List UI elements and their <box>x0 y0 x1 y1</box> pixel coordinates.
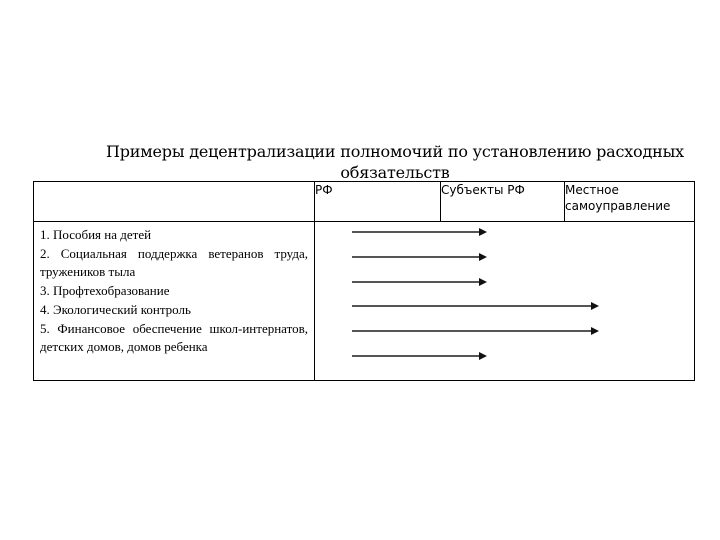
arrows-svg <box>315 222 695 382</box>
delegation-arrow <box>352 278 487 286</box>
list-item: 3. Профтехобразование <box>40 283 170 299</box>
arrow-head <box>591 327 599 335</box>
body-row <box>34 222 695 381</box>
column-header-rf: РФ <box>315 182 441 222</box>
decentralization-table <box>33 181 695 381</box>
list-item: 4. Экологический контроль <box>40 301 191 317</box>
list-item: 5. Финансовое обеспечение школ-интернатов, детских домов, домов ребенка <box>40 320 308 355</box>
items-list <box>34 222 315 381</box>
list-item: 1. Пособия на детей <box>40 227 152 242</box>
delegation-arrow <box>352 253 487 261</box>
delegation-arrow <box>352 352 487 360</box>
delegation-arrow <box>352 228 487 236</box>
delegation-arrow <box>352 327 599 335</box>
arrow-head <box>479 228 487 236</box>
header-empty-cell <box>34 182 315 222</box>
arrow-head <box>479 278 487 286</box>
arrows-area <box>315 222 695 381</box>
arrow-head <box>479 352 487 360</box>
delegation-arrow <box>352 302 599 310</box>
document-title: Примеры децентрализации полномочий по установлению расходных обязательств <box>106 142 684 182</box>
header-row <box>34 182 695 222</box>
arrow-head <box>591 302 599 310</box>
arrow-head <box>479 253 487 261</box>
list-item: 2. Социальная поддержка ветеранов труда, тружеников тыла <box>40 245 308 280</box>
column-header-local: Местное самоуправление <box>565 182 695 222</box>
column-header-subjects: Субъекты РФ <box>441 182 565 222</box>
